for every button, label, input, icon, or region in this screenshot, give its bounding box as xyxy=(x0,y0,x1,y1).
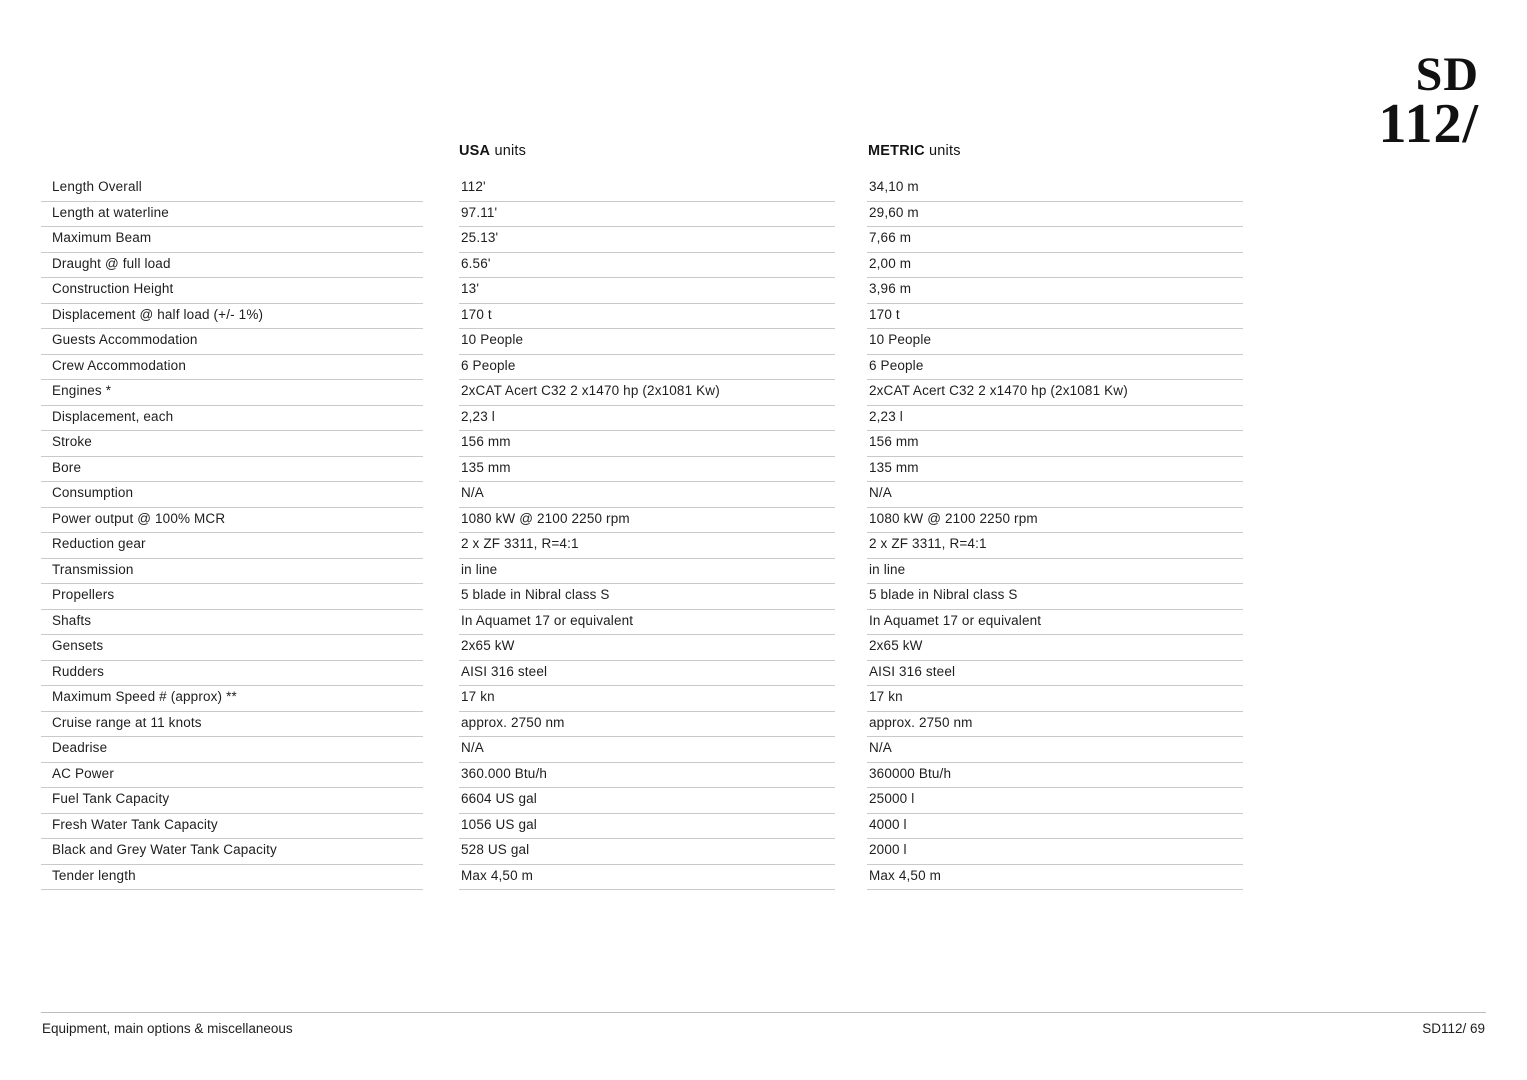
spec-value-metric: 10 People xyxy=(867,329,1243,355)
spec-label: Cruise range at 11 knots xyxy=(41,712,423,738)
spec-value-usa: in line xyxy=(459,559,835,585)
table-row xyxy=(0,457,1527,483)
spec-value-usa: 2 x ZF 3311, R=4:1 xyxy=(459,533,835,559)
spec-value-metric: 2 x ZF 3311, R=4:1 xyxy=(867,533,1243,559)
spec-value-metric: 2,00 m xyxy=(867,253,1243,279)
spec-value-usa: N/A xyxy=(459,482,835,508)
table-row xyxy=(0,737,1527,763)
column-header-metric xyxy=(868,143,961,159)
spec-value-usa: N/A xyxy=(459,737,835,763)
spec-value-usa: 97.11' xyxy=(459,202,835,228)
table-row xyxy=(0,661,1527,687)
table-row xyxy=(0,253,1527,279)
table-row xyxy=(0,227,1527,253)
table-row xyxy=(0,788,1527,814)
table-row xyxy=(0,865,1527,891)
column-header-metric-bold: METRIC xyxy=(868,143,925,159)
spec-label: Tender length xyxy=(41,865,423,891)
column-header-metric-rest: units xyxy=(924,143,961,159)
spec-label: Stroke xyxy=(41,431,423,457)
spec-label: Engines * xyxy=(41,380,423,406)
table-row xyxy=(0,202,1527,228)
footer-page-number: SD112/ 69 xyxy=(1422,1021,1485,1036)
spec-value-usa: 170 t xyxy=(459,304,835,330)
table-row xyxy=(0,278,1527,304)
spec-label: Black and Grey Water Tank Capacity xyxy=(41,839,423,865)
spec-label: Guests Accommodation xyxy=(41,329,423,355)
spec-value-metric: 34,10 m xyxy=(867,176,1243,202)
spec-value-metric: N/A xyxy=(867,737,1243,763)
spec-table xyxy=(0,176,1527,890)
spec-label: Power output @ 100% MCR xyxy=(41,508,423,534)
spec-label: AC Power xyxy=(41,763,423,789)
table-row xyxy=(0,584,1527,610)
spec-value-usa: 10 People xyxy=(459,329,835,355)
table-row xyxy=(0,304,1527,330)
spec-label: Gensets xyxy=(41,635,423,661)
brand-line-1: SD xyxy=(1415,48,1479,101)
spec-label: Crew Accommodation xyxy=(41,355,423,381)
table-row xyxy=(0,763,1527,789)
table-row xyxy=(0,814,1527,840)
spec-label: Shafts xyxy=(41,610,423,636)
spec-value-usa: 2xCAT Acert C32 2 x1470 hp (2x1081 Kw) xyxy=(459,380,835,406)
table-row xyxy=(0,482,1527,508)
spec-value-metric: 5 blade in Nibral class S xyxy=(867,584,1243,610)
spec-value-usa: 6.56' xyxy=(459,253,835,279)
spec-value-usa: 25.13' xyxy=(459,227,835,253)
table-row xyxy=(0,712,1527,738)
spec-label: Length Overall xyxy=(41,176,423,202)
spec-value-usa: 156 mm xyxy=(459,431,835,457)
spec-label: Deadrise xyxy=(41,737,423,763)
table-row xyxy=(0,406,1527,432)
spec-value-usa: approx. 2750 nm xyxy=(459,712,835,738)
column-header-usa-bold: USA xyxy=(459,143,491,159)
brand-logo xyxy=(1378,48,1479,155)
spec-value-metric: N/A xyxy=(867,482,1243,508)
spec-value-metric: 6 People xyxy=(867,355,1243,381)
spec-value-usa: 6 People xyxy=(459,355,835,381)
brand-line-2: 112/ xyxy=(1378,92,1479,155)
spec-value-metric: 4000 l xyxy=(867,814,1243,840)
spec-value-metric: 156 mm xyxy=(867,431,1243,457)
footer-section-title: Equipment, main options & miscellaneous xyxy=(42,1021,293,1036)
spec-value-usa: 112' xyxy=(459,176,835,202)
table-row xyxy=(0,508,1527,534)
spec-value-metric: 25000 l xyxy=(867,788,1243,814)
spec-value-metric: 17 kn xyxy=(867,686,1243,712)
footer-divider xyxy=(41,1012,1486,1013)
spec-value-usa: 17 kn xyxy=(459,686,835,712)
spec-label: Displacement, each xyxy=(41,406,423,432)
spec-label: Propellers xyxy=(41,584,423,610)
spec-label: Reduction gear xyxy=(41,533,423,559)
spec-value-usa: 1080 kW @ 2100 2250 rpm xyxy=(459,508,835,534)
table-row xyxy=(0,176,1527,202)
spec-value-metric: 1080 kW @ 2100 2250 rpm xyxy=(867,508,1243,534)
spec-value-metric: 360000 Btu/h xyxy=(867,763,1243,789)
spec-value-metric: 29,60 m xyxy=(867,202,1243,228)
spec-value-usa: 2,23 l xyxy=(459,406,835,432)
table-row xyxy=(0,839,1527,865)
spec-value-metric: 135 mm xyxy=(867,457,1243,483)
spec-value-metric: in line xyxy=(867,559,1243,585)
table-row xyxy=(0,635,1527,661)
page-footer xyxy=(0,1012,1527,1042)
table-row xyxy=(0,431,1527,457)
table-row xyxy=(0,533,1527,559)
spec-value-usa: 2x65 kW xyxy=(459,635,835,661)
spec-value-metric: 2000 l xyxy=(867,839,1243,865)
spec-value-usa: 528 US gal xyxy=(459,839,835,865)
spec-label: Length at waterline xyxy=(41,202,423,228)
column-header-usa xyxy=(459,143,526,159)
spec-label: Displacement @ half load (+/- 1%) xyxy=(41,304,423,330)
spec-value-usa: Max 4,50 m xyxy=(459,865,835,891)
table-row xyxy=(0,380,1527,406)
spec-value-metric: 7,66 m xyxy=(867,227,1243,253)
spec-label: Fuel Tank Capacity xyxy=(41,788,423,814)
spec-value-metric: 2,23 l xyxy=(867,406,1243,432)
spec-value-usa: 5 blade in Nibral class S xyxy=(459,584,835,610)
spec-value-metric: 2x65 kW xyxy=(867,635,1243,661)
table-row xyxy=(0,355,1527,381)
spec-label: Maximum Beam xyxy=(41,227,423,253)
spec-label: Rudders xyxy=(41,661,423,687)
spec-value-metric: AISI 316 steel xyxy=(867,661,1243,687)
spec-value-metric: In Aquamet 17 or equivalent xyxy=(867,610,1243,636)
spec-value-usa: 1056 US gal xyxy=(459,814,835,840)
spec-value-metric: Max 4,50 m xyxy=(867,865,1243,891)
column-header-usa-rest: units xyxy=(490,143,527,159)
spec-value-usa: In Aquamet 17 or equivalent xyxy=(459,610,835,636)
spec-label: Consumption xyxy=(41,482,423,508)
spec-value-usa: 13' xyxy=(459,278,835,304)
spec-label: Transmission xyxy=(41,559,423,585)
spec-value-usa: 6604 US gal xyxy=(459,788,835,814)
spec-label: Bore xyxy=(41,457,423,483)
spec-value-usa: 135 mm xyxy=(459,457,835,483)
spec-label: Draught @ full load xyxy=(41,253,423,279)
spec-value-metric: 2xCAT Acert C32 2 x1470 hp (2x1081 Kw) xyxy=(867,380,1243,406)
spec-label: Fresh Water Tank Capacity xyxy=(41,814,423,840)
table-row xyxy=(0,559,1527,585)
spec-value-metric: 3,96 m xyxy=(867,278,1243,304)
spec-label: Maximum Speed # (approx) ** xyxy=(41,686,423,712)
spec-value-usa: 360.000 Btu/h xyxy=(459,763,835,789)
spec-label: Construction Height xyxy=(41,278,423,304)
table-row xyxy=(0,610,1527,636)
spec-value-metric: approx. 2750 nm xyxy=(867,712,1243,738)
table-row xyxy=(0,329,1527,355)
spec-value-metric: 170 t xyxy=(867,304,1243,330)
table-row xyxy=(0,686,1527,712)
spec-value-usa: AISI 316 steel xyxy=(459,661,835,687)
